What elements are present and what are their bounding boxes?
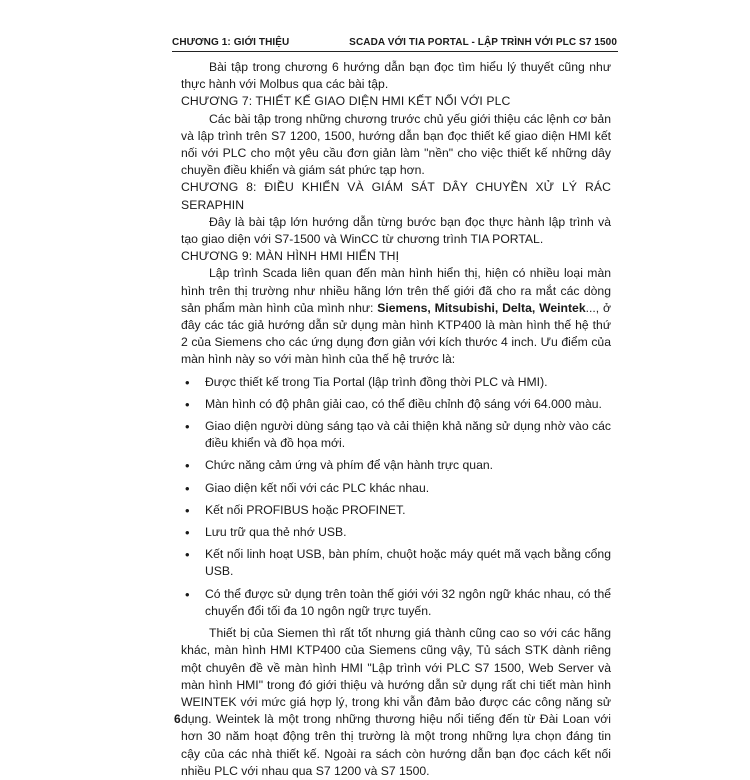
list-item: • Có thể được sử dụng trên toàn thế giới với 32 ngôn ngữ khác nhau, có thể chuyển đổi tối đa 10 ngôn ngữ trực tuyến. (181, 586, 611, 620)
paragraph-chapter9-part2: ..., ở đây các tác giả hướng dẫn sử dụng màn hình KTP400 là màn hình thế hệ thứ 2 của Siemens cho các ứng dụng đơn giản với kích thước 4 inch. Ưu điểm của màn hình này so với màn hình của thế hệ trước là: (181, 300, 611, 367)
list-item: • Giao diện kết nối với các PLC khác nhau. (181, 480, 611, 497)
header-chapter: CHƯƠNG 1: GIỚI THIỆU (172, 37, 290, 48)
list-item: • Màn hình có độ phân giải cao, có thể điều chỉnh độ sáng với 64.000 màu. (181, 396, 611, 413)
brand-names: Siemens, Mitsubishi, Delta, Weintek (377, 300, 586, 315)
header-book-title: SCADA VỚI TIA PORTAL - LẬP TRÌNH VỚI PLC S7 1500 (349, 37, 617, 48)
paragraph-chapter7: Các bài tập trong những chương trước chủ yếu giới thiệu các lệnh cơ bản và lập trình trên S7 1200, 1500, hướng dẫn bạn đọc thiết kế giao diện HMI kết nối với PLC cho một yêu cầu đơn giản làm "nền" cho việc thiết kế những dây chuyền điều khiển và giám sát phức tạp hơn. (181, 111, 611, 178)
paragraph-chapter9 (181, 265, 611, 368)
body-text (181, 59, 611, 780)
heading-chapter8: CHƯƠNG 8: ĐIỀU KHIỂN VÀ GIÁM SÁT DÂY CHUYỀN XỬ LÝ RÁC SERAPHIN (181, 180, 611, 212)
list-item: • Chức năng cảm ứng và phím để vận hành trực quan. (181, 457, 611, 474)
page-number: 6 (174, 712, 181, 726)
heading-chapter9: CHƯƠNG 9: MÀN HÌNH HMI HIỂN THỊ (181, 249, 400, 264)
list-item: • Được thiết kế trong Tia Portal (lập trình đồng thời PLC và HMI). (181, 374, 611, 391)
list-item: • Kết nối PROFIBUS hoặc PROFINET. (181, 502, 611, 519)
feature-list (181, 374, 611, 620)
paragraph-chapter8: Đây là bài tập lớn hướng dẫn từng bước bạn đọc thực hành lập trình và tạo giao diện với S7-1500 và WinCC từ chương trình TIA PORTAL. (181, 214, 611, 247)
running-header (172, 37, 617, 51)
list-item: • Lưu trữ qua thẻ nhớ USB. (181, 524, 611, 541)
list-item: • Kết nối linh hoạt USB, bàn phím, chuột hoặc máy quét mã vạch bằng cổng USB. (181, 546, 611, 580)
paragraph-chapter9-part1: Lập trình Scada liên quan đến màn hình hiển thị, hiện có nhiều loại màn hình trên thị trường như nhiều hãng lớn trên thế giới đã cho ra mắt các dòng sản phẩm màn hình của mình như: (181, 266, 611, 315)
paragraph-weintek: Thiết bị của Siemen thì rất tốt nhưng giá thành cũng cao so với các hãng khác, màn hình HMI KTP400 của Siemens cũng vậy, Tủ sách STK dành riêng một chuyên đề về màn hình HMI "Lập trình với PLC S7 1500, Web Server và màn hình HMI" trong đó giới thiệu và hướng dẫn sử dụng rất chi tiết màn hình WEINTEK với mức giá hợp lý, trong khi vẫn đảm bảo được các công năng sử dụng. Weintek là một trong những thương hiệu nổi tiếng đến từ Đài Loan với hơn 30 năm hoạt động trên thị trường là một trong những lựa chọn đáng tin cậy của các nhà thiết kế. Ngoài ra sách còn hướng dẫn bạn đọc cách kết nối nhiều PLC với nhau qua S7 1200 và S7 1500. (181, 626, 611, 778)
heading-chapter7: CHƯƠNG 7: THIẾT KẾ GIAO DIỆN HMI KẾT NỐI VỚI PLC (181, 94, 511, 109)
list-item: • Giao diện người dùng sáng tạo và cải thiện khả năng sử dụng nhờ vào các điều khiển và đồ họa mới. (181, 418, 611, 452)
paragraph-chapter6: Bài tập trong chương 6 hướng dẫn bạn đọc tìm hiểu lý thuyết cũng như thực hành với Molbus qua các bài tập. (181, 60, 611, 92)
header-rule (172, 51, 618, 52)
